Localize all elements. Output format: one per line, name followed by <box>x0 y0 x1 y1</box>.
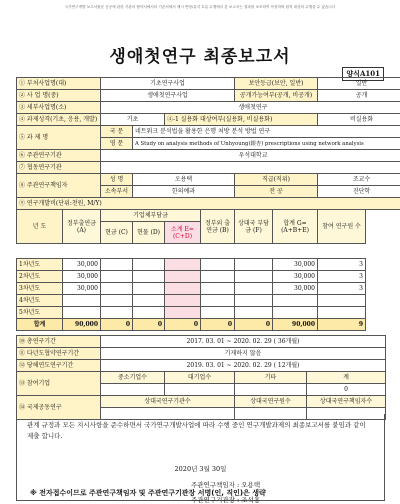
budget-cell-total: 30,000 <box>273 283 318 295</box>
budget-cell-inkind <box>133 307 165 319</box>
row-total-period <box>17 336 386 348</box>
disclosure-value: 공개 <box>318 90 400 102</box>
budget-cell-other2 <box>235 283 273 295</box>
company-total-value: 0 <box>307 384 386 396</box>
budget-sum-cash: 0 <box>101 319 133 331</box>
budget-cell-researchers <box>318 307 366 319</box>
budget-cell-subtotal <box>165 259 201 271</box>
budget-sum-researchers: 9 <box>318 319 366 331</box>
pi-dept-value: 한의예과 <box>133 186 235 198</box>
row-program-name <box>17 90 400 102</box>
project-type-value: 기초 <box>101 114 165 126</box>
budget-sum-label: 합계 <box>17 319 63 331</box>
budget-sum-gov: 90,000 <box>63 319 101 331</box>
multiyear-period-label: ⑪ 다년도협약연구기간 <box>17 348 101 360</box>
budget-row <box>17 259 400 271</box>
lead-institution-label: ⑥ 주관연구기관 <box>17 150 101 162</box>
row-budget-header-1 <box>17 210 400 222</box>
budget-cell-gov: 30,000 <box>63 271 101 283</box>
pi-rank-value: 조교수 <box>318 174 400 186</box>
title-eng-value: A Study on analysis methods of Unhyoung(銀杏) prescriptions using network analysis <box>133 138 400 150</box>
budget-cell-other2 <box>235 295 273 307</box>
budget-sum-other2: 0 <box>235 319 273 331</box>
budget-cell-cash <box>101 295 133 307</box>
budget-cell-other2 <box>235 271 273 283</box>
current-period-value: 2019. 03. 01 ~ 2020. 02. 29 ( 12개월) <box>101 360 386 372</box>
row-participating-header <box>17 372 386 384</box>
ministry-program-label: ① 부처사업명(대) <box>17 78 101 90</box>
budget-other-header: 정부외 출연금 (B) <box>201 210 235 244</box>
budget-year-label: 5차년도 <box>17 307 63 319</box>
budget-cell-cash <box>101 283 133 295</box>
budget-row <box>17 307 400 319</box>
security-level-label: 보안등급(보안, 일반) <box>235 78 318 90</box>
budget-cell-gov <box>63 295 101 307</box>
budget-sum-inkind: 0 <box>133 319 165 331</box>
budget-subtotal-header: 소계 E=(C+D) <box>165 222 201 244</box>
large-count-header: 대기업수 <box>165 372 235 384</box>
budget-cell-subtotal <box>165 295 201 307</box>
row-budget-title <box>17 198 400 210</box>
program-name-value: 생애첫연구사업 <box>101 90 235 102</box>
intl-pi-header: 상대국연구책임자수 <box>307 396 386 408</box>
budget-cell-cash <box>101 271 133 283</box>
row-pi-name <box>17 174 400 186</box>
submission-date: 2020년 3월 30일 <box>17 464 384 473</box>
budget-total-header: 합계 G=(A+B+E) <box>273 210 318 244</box>
intl-inst-header: 상대국연구기관수 <box>101 396 235 408</box>
budget-year-label: 4차년도 <box>17 295 63 307</box>
budget-cell-subtotal <box>165 283 201 295</box>
participating-label: ⑬ 참여기업 <box>17 372 101 396</box>
coop-institution-label: ⑦ 협동연구기관 <box>17 162 101 174</box>
budget-partner-header: 상대국 부담금 (F) <box>235 210 273 244</box>
budget-cell-total <box>273 295 318 307</box>
commercialization-value: 비실용화 <box>318 114 400 126</box>
intl-researcher-header: 상대국연구원수 <box>235 396 307 408</box>
coop-institution-value <box>101 162 400 174</box>
budget-row <box>17 295 400 307</box>
budget-sum-subtotal: 0 <box>165 319 201 331</box>
budget-cell-subtotal <box>165 271 201 283</box>
budget-table <box>16 258 400 331</box>
title-kor-label: 국 문 <box>101 126 133 138</box>
title-kor-value: 네트워크 분석법을 활용한 은행 처방 분석 방법 연구 <box>133 126 400 138</box>
project-title-label: ⑤ 과 제 명 <box>17 126 101 150</box>
budget-cell-inkind <box>133 295 165 307</box>
budget-cell-researchers: 3 <box>318 271 366 283</box>
budget-cell-cash <box>101 259 133 271</box>
row-subprogram <box>17 102 400 114</box>
budget-cell-gov: 30,000 <box>63 283 101 295</box>
budget-cell-total: 30,000 <box>273 271 318 283</box>
budget-sum-total: 90,000 <box>273 319 318 331</box>
row-coop-institution <box>17 162 400 174</box>
security-level-value: 일반 <box>318 78 400 90</box>
budget-cell-other <box>201 307 235 319</box>
lead-institution-value: 우석대학교 <box>101 150 400 162</box>
budget-cell-other <box>201 283 235 295</box>
period-table <box>16 335 386 420</box>
footnote: ※ 전자접수이므로 주관연구책임자 및 주관연구기관장 서명(인, 직인)은 생략 <box>30 488 266 498</box>
budget-cell-total <box>273 307 318 319</box>
row-multiyear-period <box>17 348 386 360</box>
total-period-label: ⑩ 총연구기간 <box>17 336 101 348</box>
budget-cell-other <box>201 271 235 283</box>
budget-cell-other2 <box>235 259 273 271</box>
commercialization-label: ④-1 실용화 대상여부(실용화, 비실용화) <box>165 114 318 126</box>
program-name-label: ② 사 업 명(중) <box>17 90 101 102</box>
budget-cell-gov <box>63 307 101 319</box>
ministry-program-value: 기초연구사업 <box>101 78 235 90</box>
budget-row <box>17 271 400 283</box>
budget-year-label: 1차년도 <box>17 259 63 271</box>
head-signature: 주관연구기관장 : 조석홍 <box>191 495 260 504</box>
budget-cell-researchers: 3 <box>318 283 366 295</box>
row-project-title-kor <box>17 126 400 138</box>
report-form-table <box>16 77 400 244</box>
budget-row <box>17 283 400 295</box>
row-ministry-program <box>17 78 400 90</box>
header-note: 국가연구개발 보고서원문 공공에 관한 기관의 협약서에서의 기준서에서 제시 반영/유지 흐름 수행에서 본 보고서는 결과를 보조하여 작성하며 원칙 대상의 수행을 수 없습니다 <box>6 5 394 10</box>
row-current-period <box>17 360 386 372</box>
budget-sum-row <box>17 319 400 331</box>
budget-year-label: 2차년도 <box>17 271 63 283</box>
statement-text: 관계 규정과 모든 지시사항을 준수하면서 국가연구개발사업에 따라 수행 중인 연구개발과제의 최종보고서를 붙임과 같이 제출 합니다. <box>27 420 374 442</box>
budget-cell-researchers <box>318 295 366 307</box>
budget-year-header: 년 도 <box>17 210 63 244</box>
budget-cell-inkind <box>133 271 165 283</box>
total-period-value: 2017. 03. 01 ~ 2020. 02. 29 ( 36개월) <box>101 336 386 348</box>
project-type-label: ④ 과제성격(기초, 응용, 개발) <box>17 114 101 126</box>
multiyear-period-value: 기재하지 않음 <box>101 348 386 360</box>
row-lead-institution <box>17 150 400 162</box>
budget-cell-researchers: 3 <box>318 259 366 271</box>
budget-gov-header: 정부출연금 (A) <box>63 210 101 244</box>
disclosure-label: 공개가능여부(공개, 비공개) <box>235 90 318 102</box>
budget-researchers-header: 참여 연구원 수 <box>318 210 366 244</box>
row-project-type <box>17 114 400 126</box>
page-title: 생애첫연구 최종보고서 <box>0 42 400 67</box>
budget-cell-gov: 30,000 <box>63 259 101 271</box>
budget-private-header: 기업체부담금 <box>101 210 201 222</box>
pi-rank-label: 직급(직위) <box>235 174 318 186</box>
budget-year-label: 3차년도 <box>17 283 63 295</box>
intl-label: ⑭ 국제공동연구 <box>17 396 101 420</box>
form-number: 양식A101 <box>342 67 384 81</box>
current-period-label: ⑫ 당해연도연구기간 <box>17 360 101 372</box>
budget-cell-inkind <box>133 283 165 295</box>
pi-dept-label: 소속부서 <box>101 186 133 198</box>
budget-cell-other <box>201 259 235 271</box>
budget-cell-cash <box>101 307 133 319</box>
other-count-header: 기타 <box>235 372 307 384</box>
title-eng-label: 영 문 <box>101 138 133 150</box>
subprogram-label: ③ 세부사업명(소) <box>17 102 101 114</box>
budget-cell-total: 30,000 <box>273 259 318 271</box>
pi-signature: 주관연구책임자 : 오용택 <box>191 480 260 489</box>
budget-cell-inkind <box>133 259 165 271</box>
budget-cash-header: 현금 (C) <box>101 222 133 244</box>
subprogram-value: 생애첫연구 <box>101 102 400 114</box>
budget-inkind-header: 현물 (D) <box>133 222 165 244</box>
pi-name-value: 오용택 <box>133 174 235 186</box>
row-intl-header <box>17 396 386 408</box>
budget-title: ⑨ 연구개발비(단위:천원, M/Y) <box>17 198 400 210</box>
pi-label: ⑧ 주관연구책임자 <box>17 174 101 198</box>
budget-cell-subtotal <box>165 307 201 319</box>
sme-count-header: 중소기업수 <box>101 372 165 384</box>
pi-major-value: 진단학 <box>318 186 400 198</box>
budget-cell-other2 <box>235 307 273 319</box>
budget-cell-other <box>201 295 235 307</box>
pi-major-label: 전 공 <box>235 186 318 198</box>
pi-name-label: 성 명 <box>101 174 133 186</box>
company-total-header: 계 <box>307 372 386 384</box>
budget-sum-other: 0 <box>201 319 235 331</box>
